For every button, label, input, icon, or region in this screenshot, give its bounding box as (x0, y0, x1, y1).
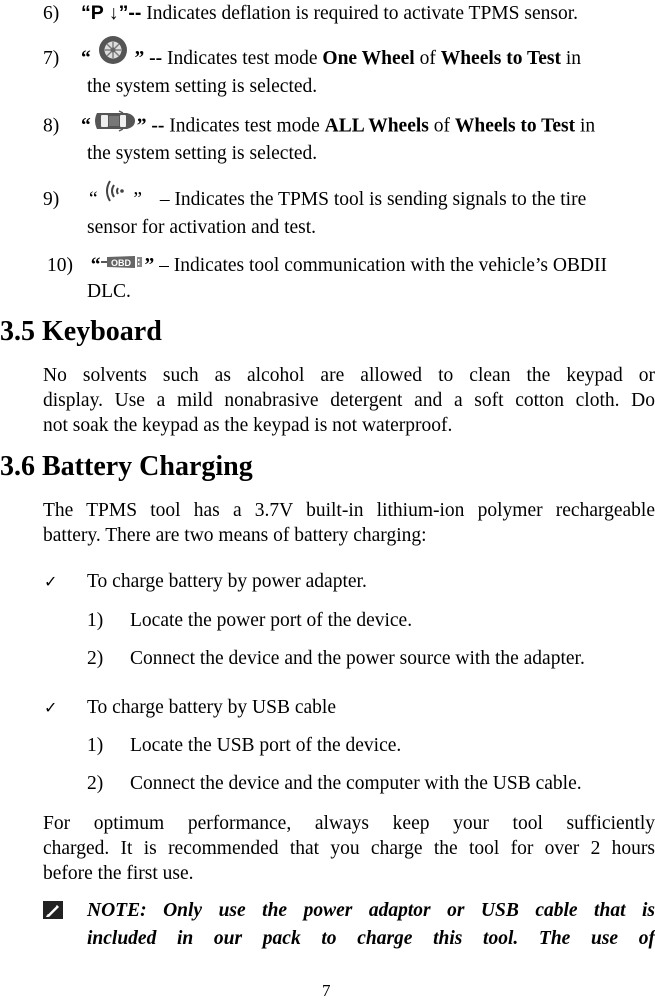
step-item: 2) Connect the device and the computer with the USB cable. (87, 773, 582, 794)
car-top-view-icon (91, 109, 137, 139)
list-item-7: 7) “ ” -- Indicates test mode One Wheel of Wheels to Test in (43, 48, 655, 71)
item-number: 7) (43, 48, 60, 69)
dash: -- (128, 2, 142, 24)
svg-text:OBD: OBD (110, 257, 131, 268)
item-number: 6) (43, 3, 60, 24)
section-heading-battery-charging: 3.6 Battery Charging (0, 451, 253, 482)
page-number: 7 (322, 981, 331, 1000)
item-number: 10) (47, 255, 73, 276)
pencil-note-icon (43, 901, 63, 925)
signal-broadcast-icon (105, 179, 125, 211)
list-item-6 (43, 2, 578, 25)
list-item-8-line2: the system setting is selected. (87, 143, 318, 164)
obd-connector-icon (101, 254, 145, 276)
wheel-icon (98, 35, 128, 71)
step-item: 1) Locate the USB port of the device. (87, 735, 402, 756)
quote-open: “ (81, 2, 91, 24)
quote-close: ” (118, 2, 129, 24)
step-item: 1) Locate the power port of the device. (87, 610, 413, 631)
deflate-symbol: P ↓ (90, 2, 119, 24)
step-item: 2) Connect the device and the power source with the adapter. (87, 648, 585, 669)
list-item-8: 8) “ ” -- Indicates test mode ALL Wheels of Wheels to Test in (43, 115, 595, 139)
list-item-10: 10) “ OBD ” – Indicates tool communication with the vehicle’s OBDII (47, 255, 607, 276)
item-text: Indicates deflation is required to activate TPMS sensor. (141, 3, 578, 24)
keyboard-paragraph: No solvents such as alcohol are allowed to clean the keypad or display. Use a mild nonabrasive detergent and a soft cotton cloth. Do not soak the keypad as the keypad is not waterproof. (43, 365, 655, 436)
section-heading-keyboard: 3.5 Keyboard (0, 316, 162, 347)
list-item-9: 9) “ ” – Indicates the TPMS tool is sending signals to the tire (43, 189, 586, 211)
list-item-10-line2: DLC. (87, 281, 131, 302)
list-item-7-line2: the system setting is selected. (87, 76, 318, 97)
checkmark-icon: ✓ (44, 572, 58, 591)
charging-recommendation-paragraph: For optimum performance, always keep your tool sufficiently charged. It is recommended that you charge the tool for over 2 hours before the first use. (43, 813, 655, 884)
battery-paragraph: The TPMS tool has a 3.7V built-in lithium-ion polymer rechargeable battery. There are two means of battery charging: (43, 500, 655, 546)
item-number: 8) (43, 115, 60, 137)
list-item-9-line2: sensor for activation and test. (87, 217, 317, 238)
item-number: 9) (43, 189, 60, 210)
method-power-adapter: ✓ To charge battery by power adapter. (44, 571, 367, 592)
method-usb-cable: ✓ To charge battery by USB cable (44, 697, 336, 718)
checkmark-icon: ✓ (44, 698, 58, 717)
